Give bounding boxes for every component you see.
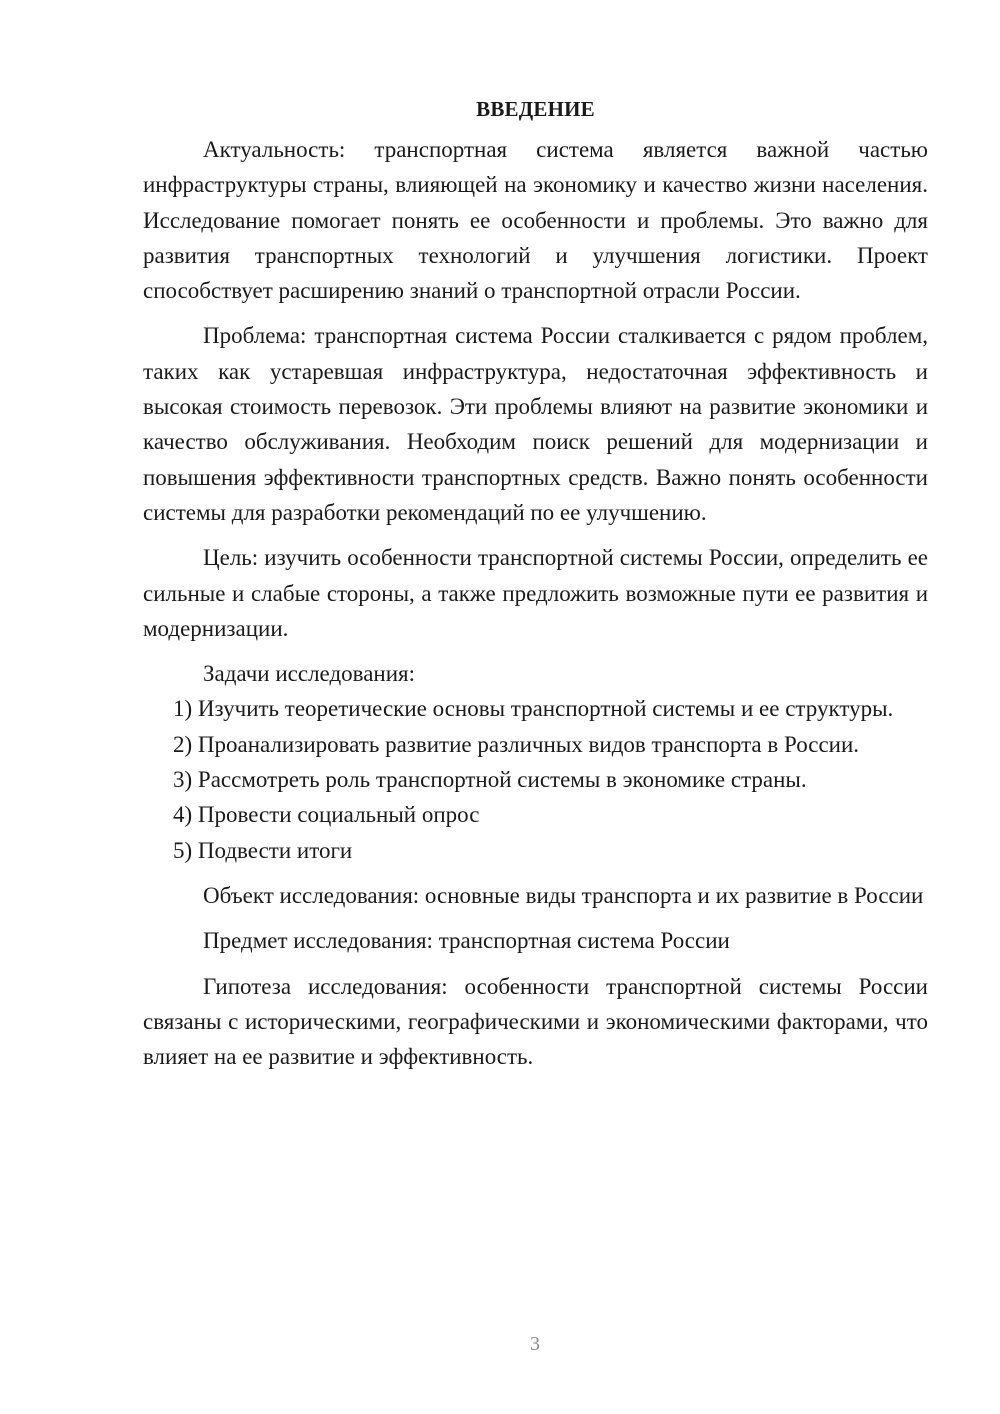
paragraph-goal: Цель: изучить особенности транспортной системы России, определить ее сильные и слабые стороны, а также предложить возможные пути ее развития и модернизации.	[143, 545, 928, 641]
paragraph-relevance: Актуальность: транспортная система является важной частью инфраструктуры страны, влияющей на экономику и качество жизни населения. Исследование помогает понять ее особенности и проблемы. Это важно для развития транспортных технологий и улучшения логистики. Проект способствует расширению знаний о транспортной отрасли России.	[143, 137, 928, 304]
paragraph-hypothesis: Гипотеза исследования: особенности транспортной системы России связаны с историческими, географическими и экономическими факторами, что влияет на ее развитие и эффективность.	[143, 973, 928, 1070]
task-item-5: 5) Подвести итоги	[173, 837, 353, 863]
task-item-4: 4) Провести социальный опрос	[173, 802, 480, 828]
paragraph-problem: Проблема: транспортная система России сталкивается с рядом проблем, таких как устаревшая инфраструктура, недостаточная эффективность и высокая стоимость перевозок. Эти проблемы влияют на развитие экономики и качество обслуживания. Необходим поиск решений для модернизации и повышения эффективности транспортных средств. Важно понять особенности системы для разработки рекомендаций по ее улучшению.	[143, 323, 928, 525]
task-item-3: 3) Рассмотреть роль транспортной системы в экономике страны.	[173, 767, 807, 793]
task-item-1: 1) Изучить теоретические основы транспортной системы и ее структуры.	[173, 696, 894, 722]
paragraph-tasks-intro: Задачи исследования:	[203, 661, 416, 687]
document-body	[143, 92, 928, 1074]
section-heading: ВВЕДЕНИЕ	[476, 97, 595, 121]
paragraph-subject: Предмет исследования: транспортная система России	[203, 928, 730, 954]
task-item-2: 2) Проанализировать развитие различных видов транспорта в России.	[173, 731, 860, 757]
page-number: 3	[530, 1333, 540, 1355]
paragraph-object: Объект исследования: основные виды транспорта и их развитие в России	[203, 882, 924, 908]
